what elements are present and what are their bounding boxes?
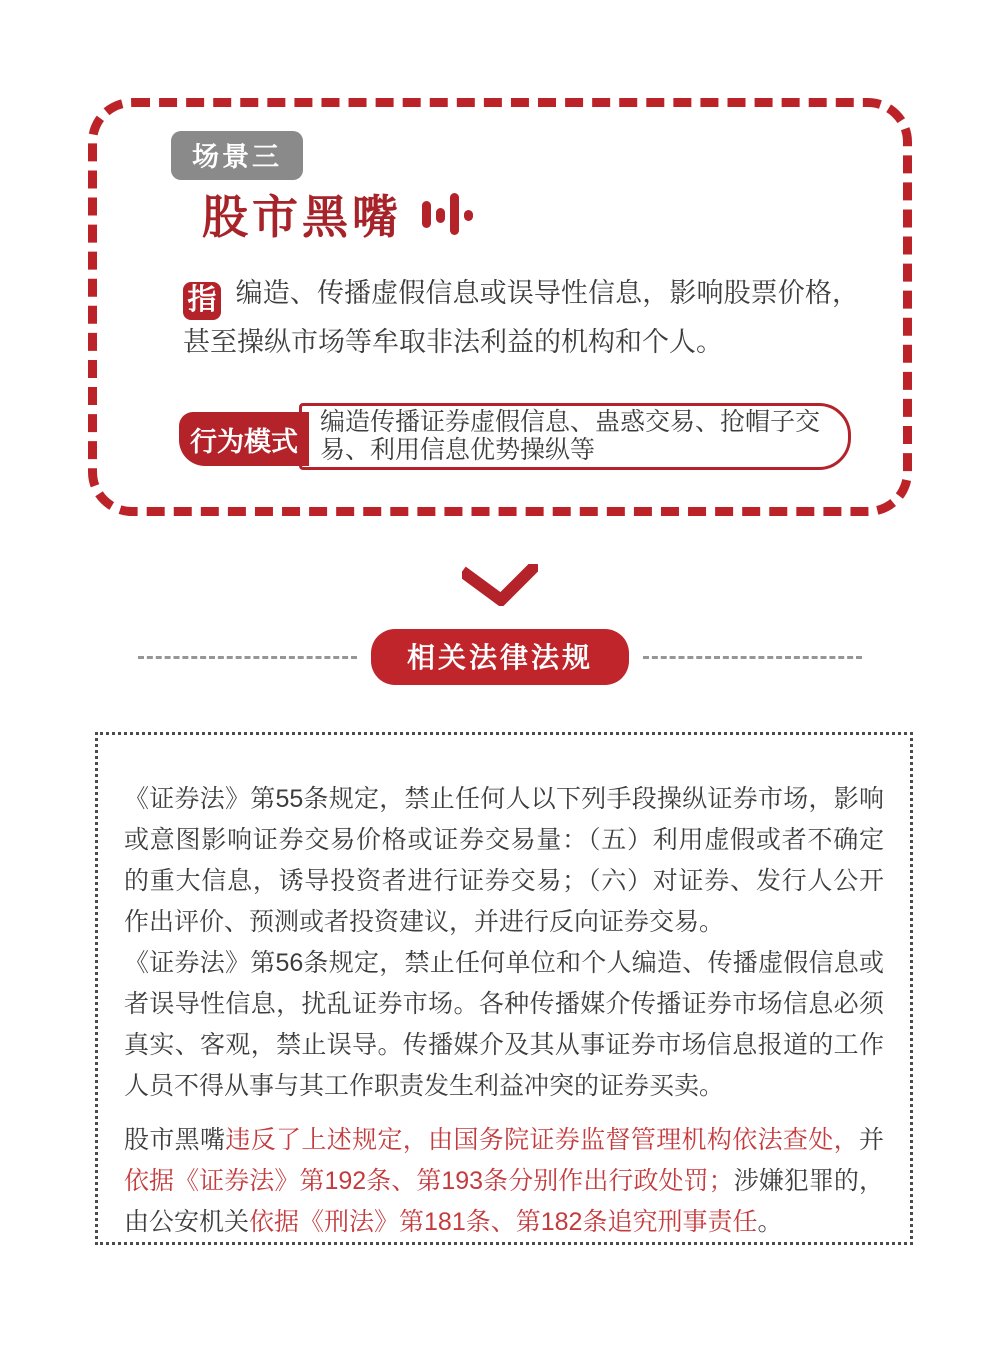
voice-bars-icon: [420, 192, 478, 236]
penalty-segment: 涉嫌犯罪的，由公安机关: [124, 1167, 884, 1236]
section-divider: [138, 633, 862, 681]
definition-text: 编造、传播虚假信息或误导性信息，影响股票价格，甚至操纵市场等牟取非法利益的机构和个人。: [183, 278, 860, 357]
definition-paragraph: [183, 271, 859, 365]
definition-marker-badge: 指: [183, 282, 221, 320]
behavior-pattern-label: 行为模式: [179, 412, 309, 466]
divider-dash-right: [643, 656, 862, 659]
behavior-pattern-row: [179, 403, 851, 470]
scene-number-badge: 场景三: [171, 131, 303, 180]
penalty-segment: 违反了上述规定，由国务院证券监督管理机构依法查处，: [225, 1126, 859, 1154]
penalty-segment: 依据《证券法》第192条、第193条分别作出行政处罚；: [124, 1167, 734, 1195]
chevron-down-icon: [462, 564, 538, 611]
law-article-55: 《证券法》第55条规定，禁止任何人以下列手段操纵证券市场，影响或意图影响证券交易价格或证券交易量：（五）利用虚假或者不确定的重大信息，诱导投资者进行证券交易；（六）对证券、发行人公开作出评价、预测或者投资建议，并进行反向证券交易。: [124, 785, 884, 936]
title-row: [202, 181, 478, 247]
law-article-56: 《证券法》第56条规定，禁止任何单位和个人编造、传播虚假信息或者误导性信息，扰乱证券市场。各种传播媒介传播证券市场信息必须真实、客观，禁止误导。传播媒介及其从事证券市场信息报道的工作人员不得从事与其工作职责发生利益冲突的证券买卖。: [124, 949, 884, 1100]
penalty-segment: 。: [757, 1208, 783, 1236]
penalty-segment: 股市黑嘴: [124, 1126, 226, 1154]
divider-dash-left: [138, 656, 357, 659]
laws-card: [95, 732, 913, 1245]
behavior-pattern-text: 编造传播证券虚假信息、蛊惑交易、抢帽子交易、利用信息优势操纵等: [299, 403, 851, 470]
penalty-segment: 并: [858, 1126, 884, 1154]
penalty-segment: 依据《刑法》第181条、第182条追究刑事责任: [249, 1208, 758, 1236]
related-laws-badge: 相关法律法规: [371, 629, 629, 685]
scenario-card: [88, 98, 912, 516]
penalty-paragraph: [124, 1120, 884, 1243]
page-title: 股市黑嘴: [202, 191, 402, 243]
